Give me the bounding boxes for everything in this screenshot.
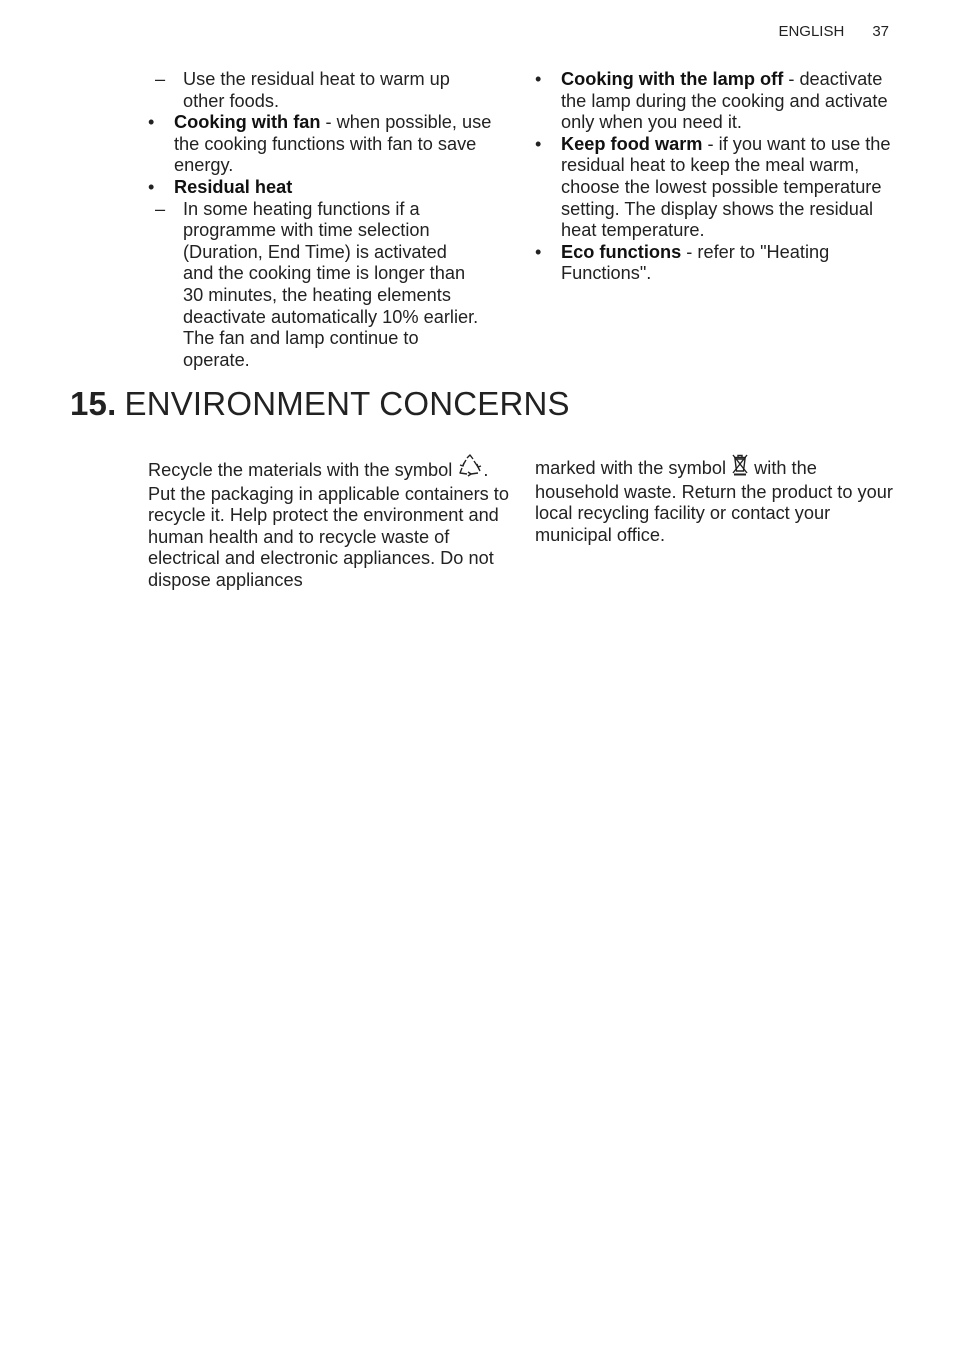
bullet-marker: •	[148, 112, 155, 133]
residual-heat-tip-1	[122, 69, 482, 112]
left-column	[148, 69, 508, 371]
eco-title: Eco functions	[561, 241, 682, 262]
cooking-with-fan-title: Cooking with fan	[174, 112, 321, 133]
cooking-with-fan-text: - when possible, use the cooking functions with fan to save energy.	[174, 112, 492, 176]
bullet-marker: •	[535, 133, 542, 154]
list-item-residual-heat	[148, 177, 508, 199]
bullet-marker: •	[148, 176, 155, 197]
list-item-keep-warm	[535, 134, 895, 242]
header-language: ENGLISH	[778, 23, 845, 40]
env-right-text-2: with the household waste. Return the product to your local recycling facility or contact your municipal office.	[535, 458, 893, 545]
bullet-marker: •	[535, 69, 542, 89]
environment-text-right	[535, 452, 895, 546]
env-left-text-2: . Put the packaging in applicable containers to recycle it. Help protect the environment and human health and to recycle waste of electrical and electronic appliances. Do not dispose appliances	[148, 460, 509, 590]
keep-warm-text: - if you want to use the residual heat to keep the meal warm, choose the lowest possible temperature setting. The display shows the residual heat temperature.	[561, 133, 891, 241]
env-right-text-1: marked with the symbol	[535, 458, 732, 478]
lamp-off-text: - deactivate the lamp during the cooking and activate only when you need it.	[561, 69, 888, 133]
section-heading	[70, 385, 570, 423]
dash-marker: –	[155, 198, 166, 219]
environment-text-left	[148, 454, 510, 592]
bullet-marker: •	[535, 241, 542, 262]
page-header	[778, 23, 889, 40]
list-item-cooking-with-fan	[148, 112, 508, 177]
header-page-number: 37	[872, 23, 889, 40]
right-column	[535, 69, 895, 285]
residual-heat-tip-1-text: Use the residual heat to warm up other foods.	[183, 69, 450, 111]
residual-heat-tip-2	[122, 199, 482, 372]
residual-heat-tip-2-text: In some heating functions if a programme with time selection (Duration, End Time) is activated and the cooking time is longer than 30 minutes, the heating elements deactivate automatically 10% earlier. The fan and lamp continue to operate.	[183, 198, 479, 370]
eco-text: - refer to "Heating Functions".	[561, 241, 830, 284]
dash-marker: –	[155, 69, 166, 89]
residual-heat-title: Residual heat	[174, 176, 293, 197]
list-item-lamp-off	[535, 69, 895, 134]
env-left-text-1: Recycle the materials with the symbol	[148, 460, 458, 480]
section-title: ENVIRONMENT CONCERNS	[124, 385, 570, 422]
lamp-off-title: Cooking with the lamp off	[561, 69, 784, 89]
list-item-eco	[535, 242, 895, 285]
crossed-bin-icon	[731, 452, 749, 482]
recycle-icon	[457, 454, 483, 484]
section-number: 15.	[70, 385, 117, 422]
keep-warm-title: Keep food warm	[561, 133, 703, 154]
